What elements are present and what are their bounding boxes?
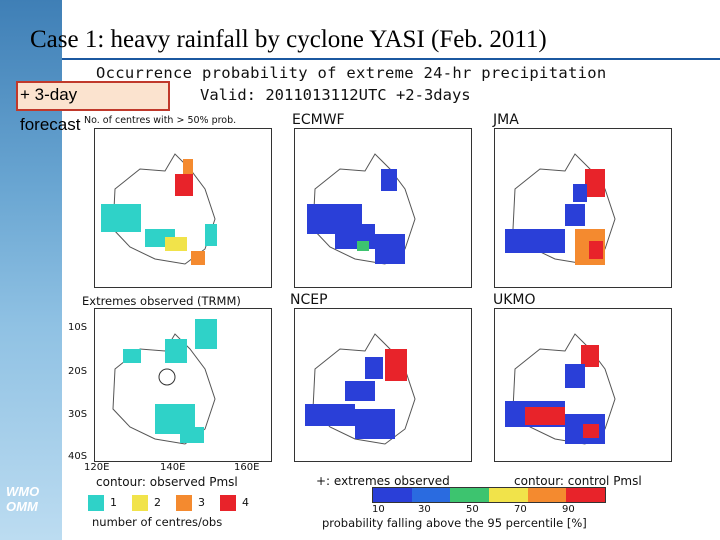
lat-tick-20s: 20S [68, 366, 88, 377]
colorbar-caption: probability falling above the 95 percentile [%] [322, 516, 587, 530]
no-centres-label: No. of centres with > 50% prob. [84, 115, 237, 126]
legend-num-1: 1 [110, 496, 117, 509]
contour-observed-label: contour: observed Pmsl [96, 475, 238, 489]
map-panel-ncep [294, 308, 472, 462]
map-panel-ecmwf [294, 128, 472, 288]
figure-valid-time: Valid: 2011013112UTC +2-3days [200, 86, 471, 104]
lat-tick-30s: 30S [68, 409, 88, 420]
panel-label-ecmwf: ECMWF [292, 112, 345, 128]
legend-swatch-2 [132, 495, 148, 511]
callout-line1: + 3-day [20, 85, 78, 104]
lat-tick-10s: 10S [68, 322, 88, 333]
legend-swatch-4 [220, 495, 236, 511]
colorbar-tick-90: 90 [562, 504, 575, 515]
colorbar-tick-70: 70 [514, 504, 527, 515]
legend-caption: number of centres/obs [92, 515, 223, 529]
panel-label-jma: JMA [493, 112, 519, 128]
map-panel-count [94, 128, 272, 288]
map-panel-observed [94, 308, 272, 462]
contour-control-label: contour: control Pmsl [514, 474, 642, 488]
map-panel-jma [494, 128, 672, 288]
colorbar-tick-10: 10 [372, 504, 385, 515]
observed-label: Extremes observed (TRMM) [82, 294, 241, 308]
panel-label-ukmo: UKMO [493, 292, 536, 308]
callout-line2: forecast [20, 115, 81, 134]
map-observed-svg [95, 309, 271, 461]
legend-swatch-3 [176, 495, 192, 511]
map-ecmwf-svg [295, 129, 471, 287]
panel-label-ncep: NCEP [290, 292, 328, 308]
extremes-observed-label: +: extremes observed [316, 474, 450, 488]
colorbar-tick-50: 50 [466, 504, 479, 515]
legend-num-4: 4 [242, 496, 249, 509]
colorbar-tick-30: 30 [418, 504, 431, 515]
slide-title: Case 1: heavy rainfall by cyclone YASI (Feb. 2011) [30, 26, 547, 53]
legend-num-2: 2 [154, 496, 161, 509]
figure-title: Occurrence probability of extreme 24-hr precipitation [96, 64, 607, 82]
lat-tick-40s: 40S [68, 451, 88, 462]
map-jma-svg [495, 129, 671, 287]
lon-tick-120e: 120E [84, 462, 110, 473]
legend-num-3: 3 [198, 496, 205, 509]
legend-swatch-1 [88, 495, 104, 511]
title-rule [62, 58, 720, 60]
lon-tick-160e: 160E [234, 462, 260, 473]
probability-colorbar [372, 487, 606, 503]
map-ncep-svg [295, 309, 471, 461]
map-ukmo-svg [495, 309, 671, 461]
map-count-svg [95, 129, 271, 287]
map-panel-ukmo [494, 308, 672, 462]
wmo-logo: WMO OMM [6, 484, 40, 514]
lon-tick-140e: 140E [160, 462, 186, 473]
